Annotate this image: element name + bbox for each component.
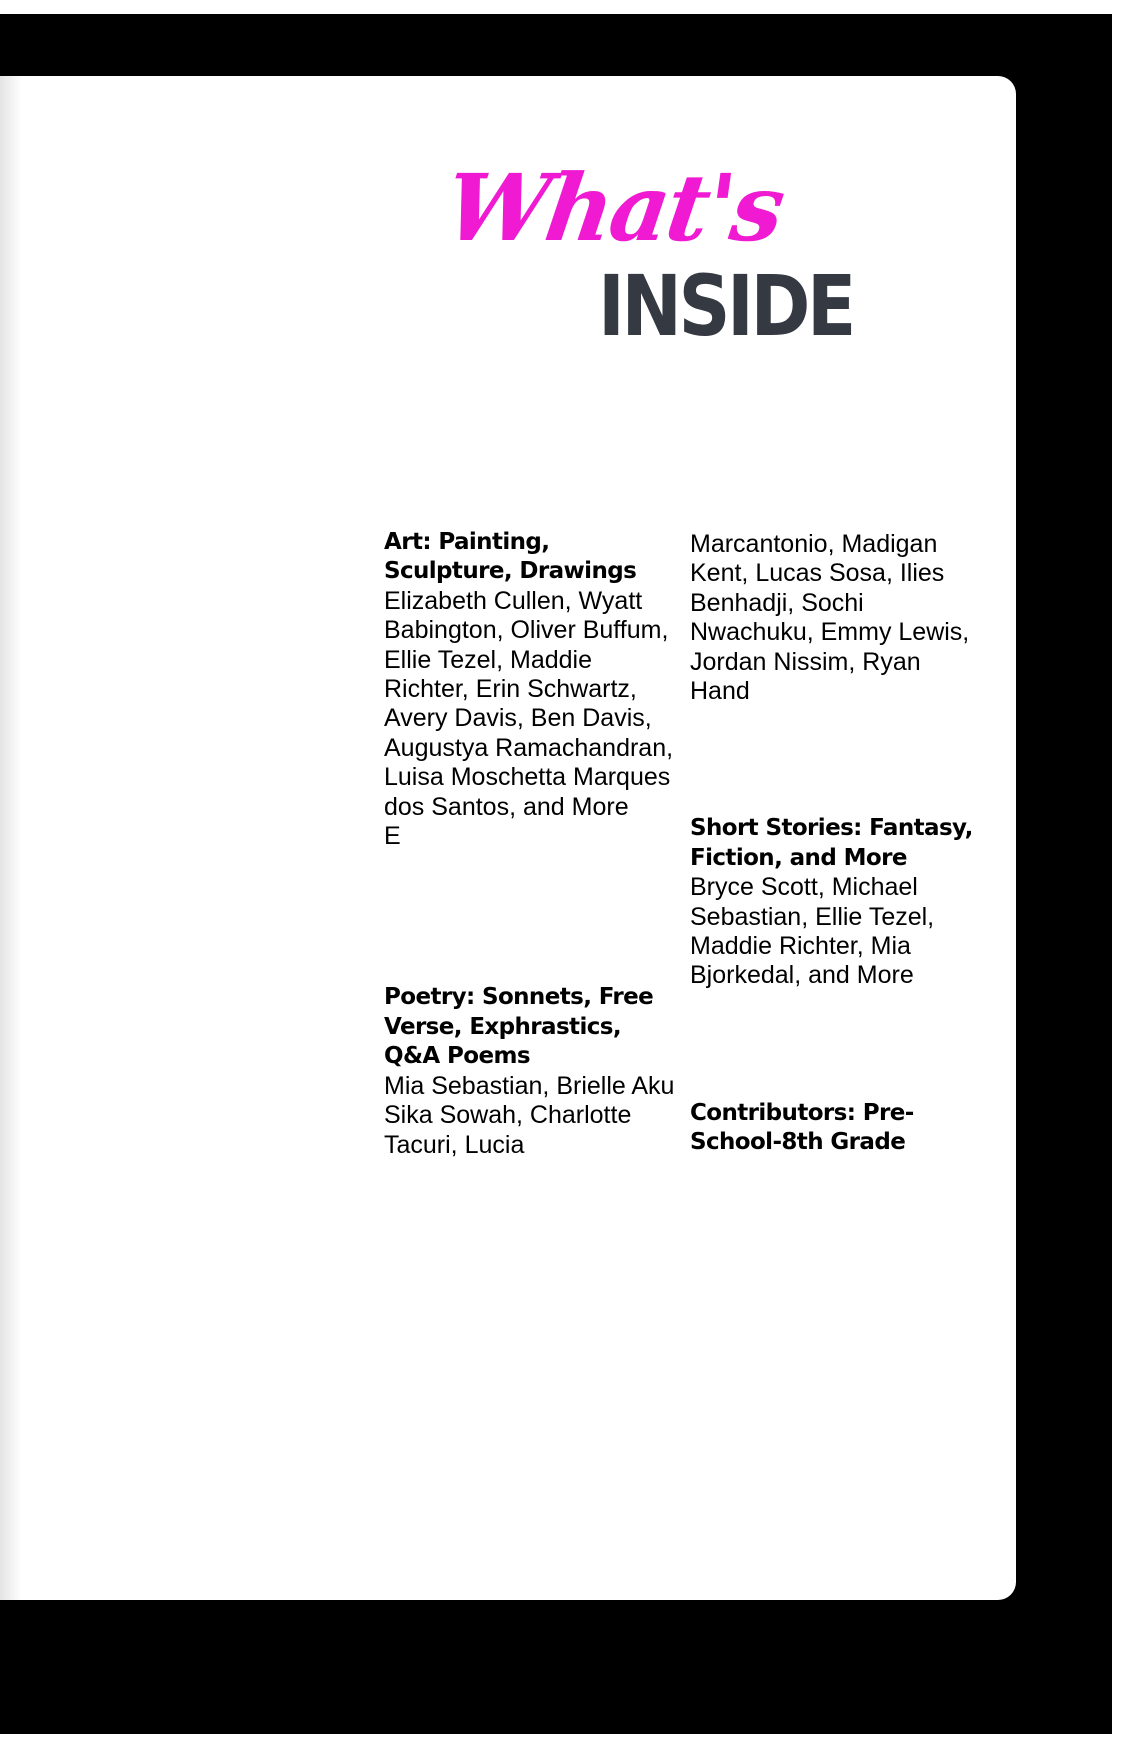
spacer	[384, 851, 680, 983]
section-contributors	[690, 1099, 980, 1158]
section-poetry-continued	[690, 530, 980, 706]
right-column	[690, 530, 980, 1158]
page-shadow	[0, 76, 22, 1600]
section-poetry-names: Mia Sebastian, Brielle Aku Sika Sowah, Charlotte Tacuri, Lucia	[384, 1071, 675, 1159]
section-art	[384, 528, 680, 851]
section-poetry-heading: Poetry: Sonnets, Free Verse, Exphrastics, Q&A Poems	[384, 984, 654, 1070]
spacer	[690, 706, 980, 814]
section-short-stories-names: Bryce Scott, Michael Sebastian, Ellie Tezel, Maddie Richter, Mia Bjorkedal, and More	[690, 873, 935, 990]
section-art-names: Elizabeth Cullen, Wyatt Babington, Oliver Buffum, Ellie Tezel, Maddie Richter, Erin Schwartz, Avery Davis, Ben Davis, Augustya Ramachandran, Luisa Moschetta Marques dos Santos, and More	[384, 586, 674, 821]
section-short-stories	[690, 814, 980, 990]
section-art-heading: Art: Painting, Sculpture, Drawings	[384, 529, 637, 585]
section-art-stray-letter: E	[384, 822, 401, 851]
left-column	[384, 528, 680, 1160]
title-block-word: INSIDE	[598, 257, 853, 355]
section-poetry	[384, 983, 680, 1159]
page	[0, 76, 1016, 1600]
title-script-word: What's	[438, 154, 789, 262]
section-contributors-heading: Contributors: Pre-School-8th Grade	[690, 1099, 914, 1156]
spacer	[690, 991, 980, 1099]
section-short-stories-heading: Short Stories: Fantasy, Fiction, and More	[690, 815, 973, 871]
section-poetry-names-continued: Marcantonio, Madigan Kent, Lucas Sosa, Ilies Benhadji, Sochi Nwachuku, Emmy Lewis, Jordan Nissim, Ryan Hand	[690, 530, 970, 706]
